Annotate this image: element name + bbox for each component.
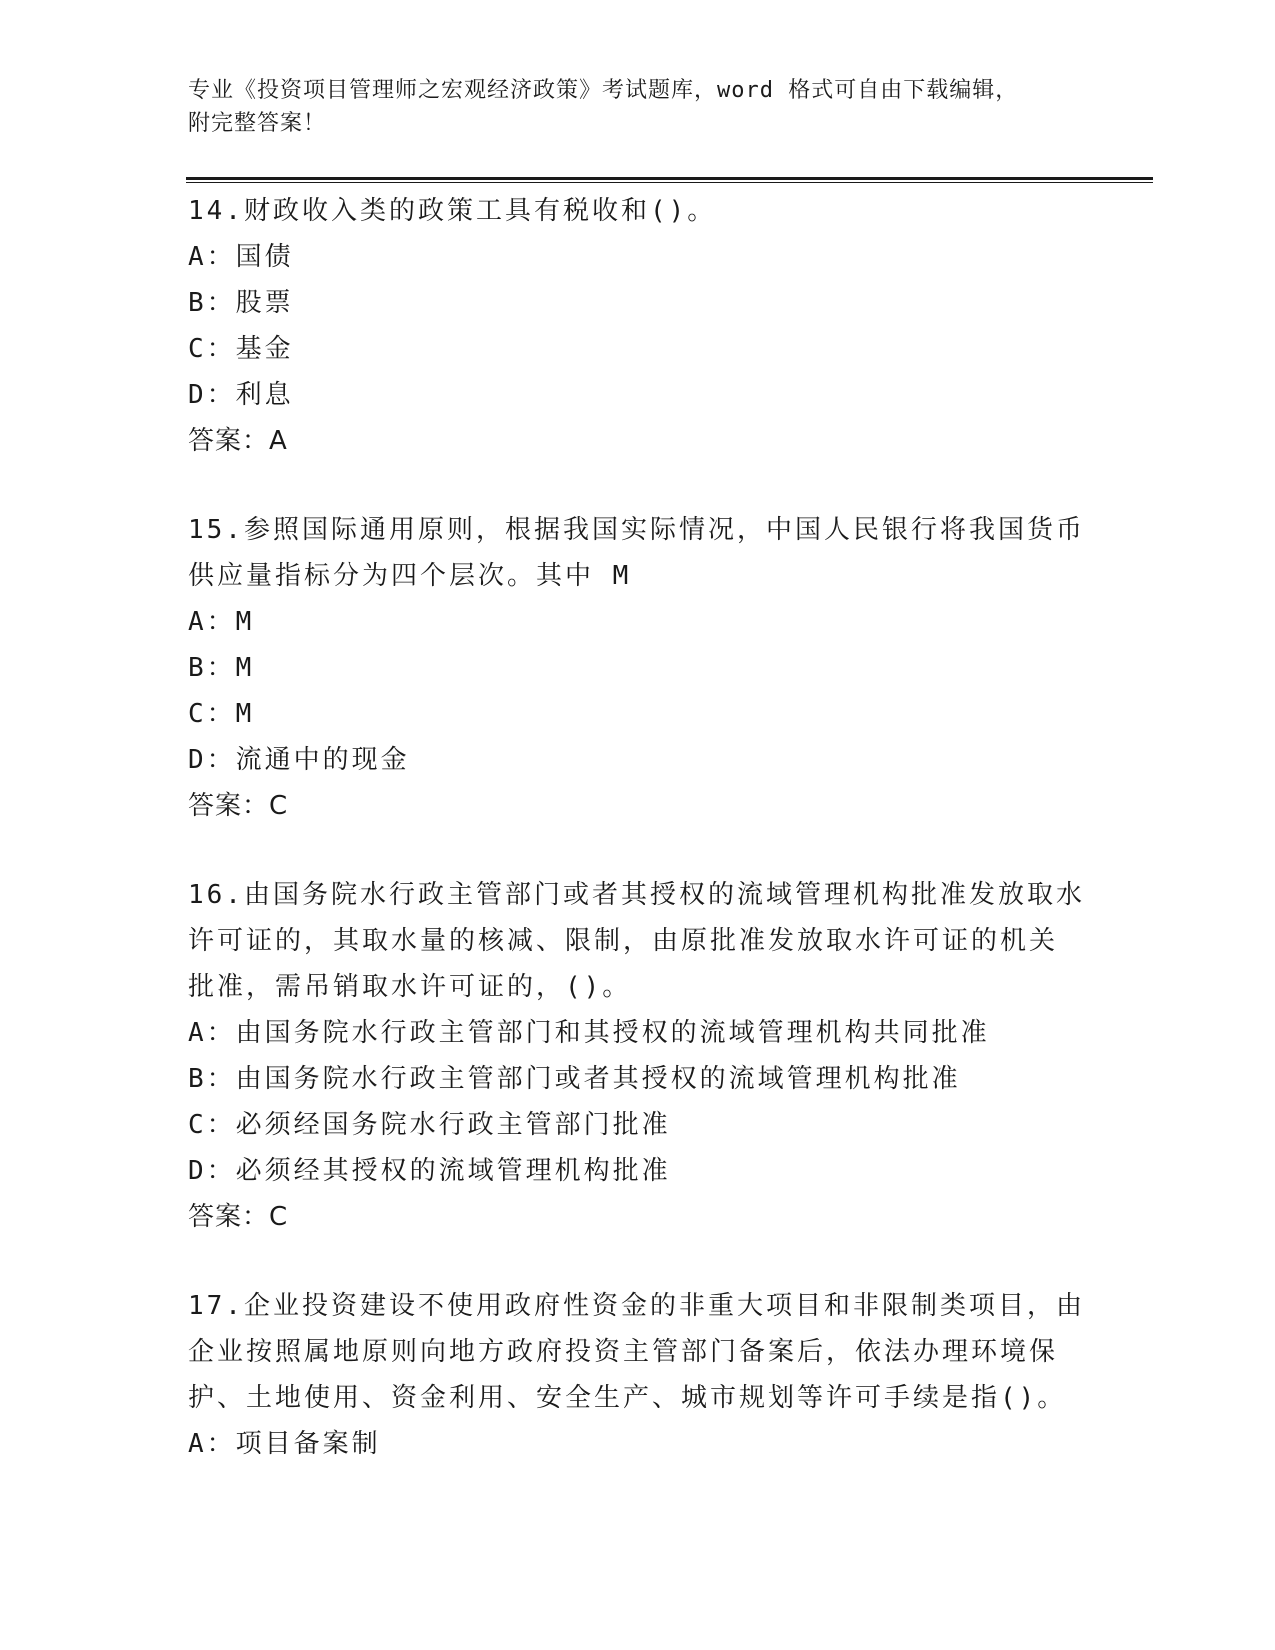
question-stem-line: 许可证的，其取水量的核减、限制，由原批准发放取水许可证的机关 (188, 926, 1059, 956)
option-b: B：股票 (188, 288, 294, 318)
option-c: C：M (188, 699, 255, 729)
option-a: A：M (188, 607, 255, 637)
answer: 答案：C (188, 1202, 289, 1232)
question-stem-line: 16.由国务院水行政主管部门或者其授权的流域管理机构批准发放取水 (188, 880, 1085, 910)
header-line-2: 附完整答案！ (188, 111, 327, 136)
question-list (188, 188, 1088, 1467)
option-c: C：必须经国务院水行政主管部门批准 (188, 1110, 671, 1140)
question-stem-line: 护、土地使用、资金利用、安全生产、城市规划等许可手续是指()。 (188, 1383, 1067, 1413)
header-line-1: 专业《投资项目管理师之宏观经济政策》考试题库，word 格式可自由下载编辑， (188, 78, 1019, 103)
question-16 (188, 872, 1088, 1240)
option-a: A：由国务院水行政主管部门和其授权的流域管理机构共同批准 (188, 1018, 990, 1048)
question-stem-line: 15.参照国际通用原则，根据我国实际情况，中国人民银行将我国货币 (188, 515, 1085, 545)
question-stem-line: 17.企业投资建设不使用政府性资金的非重大项目和非限制类项目，由 (188, 1291, 1085, 1321)
option-c: C：基金 (188, 334, 294, 364)
option-a: A：项目备案制 (188, 1429, 381, 1459)
option-b: B：由国务院水行政主管部门或者其授权的流域管理机构批准 (188, 1064, 961, 1094)
answer: 答案：A (188, 426, 288, 456)
option-a: A：国债 (188, 242, 294, 272)
question-14 (188, 188, 1088, 464)
option-b: B：M (188, 653, 255, 683)
question-gap (188, 829, 1088, 872)
question-gap (188, 464, 1088, 507)
option-d: D：利息 (188, 380, 294, 410)
answer: 答案：C (188, 791, 289, 821)
option-d: D：必须经其授权的流域管理机构批准 (188, 1156, 671, 1186)
question-stem-line: 企业按照属地原则向地方政府投资主管部门备案后，依法办理环境保 (188, 1337, 1059, 1367)
question-15 (188, 507, 1088, 829)
document-header (188, 74, 1088, 140)
header-divider-thin (186, 182, 1153, 183)
question-17 (188, 1283, 1088, 1467)
question-stem-line: 14.财政收入类的政策工具有税收和()。 (188, 196, 717, 226)
question-gap (188, 1240, 1088, 1283)
option-d: D：流通中的现金 (188, 745, 410, 775)
header-divider-thick (186, 177, 1153, 180)
question-stem-line: 批准，需吊销取水许可证的，()。 (188, 972, 632, 1002)
question-stem-line: 供应量指标分为四个层次。其中 M (188, 561, 632, 591)
